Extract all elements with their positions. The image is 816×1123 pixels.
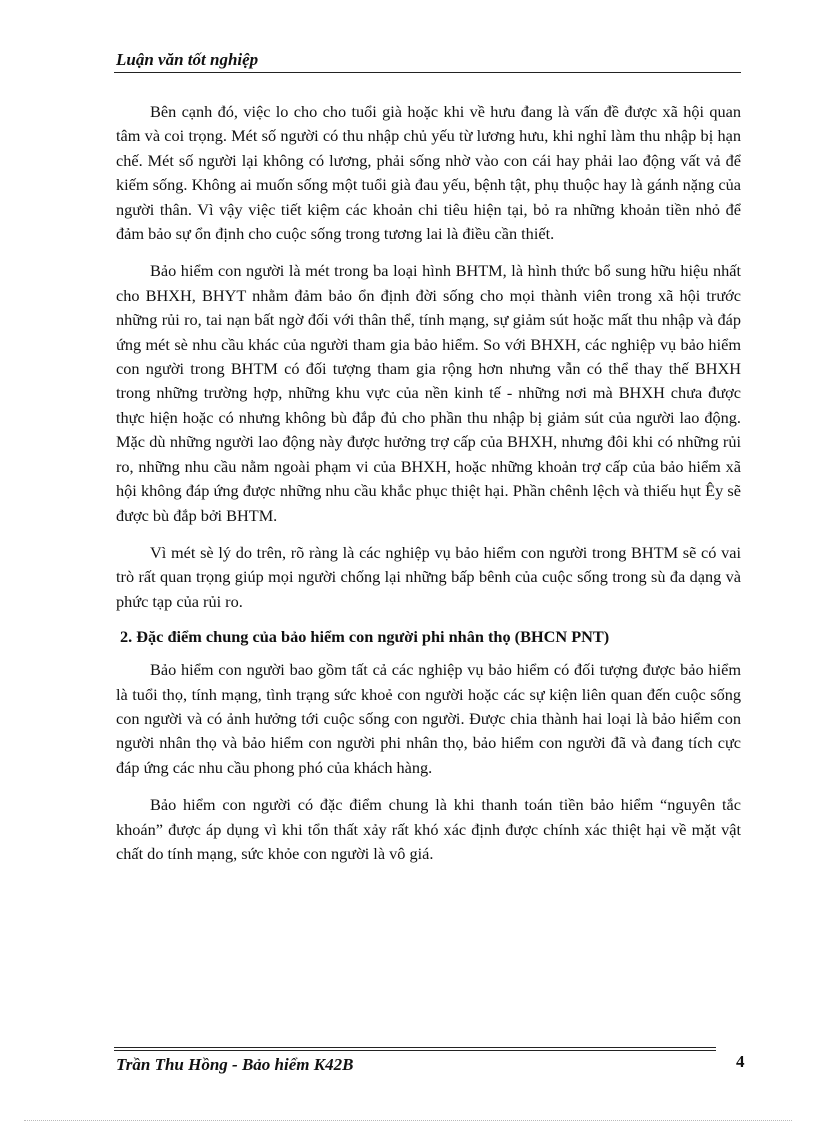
header-title: Luận văn tốt nghiệp: [116, 50, 259, 69]
page-number: 4: [736, 1052, 745, 1071]
footer-rule-bottom: [114, 1050, 716, 1051]
section-heading: 2. Đặc điểm chung của bảo hiểm con người phi nhân thọ (BHCN PNT): [120, 627, 610, 647]
paragraph-definition: Bảo hiểm con người bao gồm tất cả các nghiệp vụ bảo hiểm có đối tượng được bảo hiểm là tuổi thọ, tính mạng, tình trạng sức khoẻ con người hoặc các sự kiện liên quan đến cuộc sống con người và có ảnh hưởng tới cuộc sống con người. Được chia thành hai loại là bảo hiểm con người nhân thọ và bảo hiểm con người phi nhân thọ, bảo hiểm con người đã và đang tích cực đáp ứng các nhu cầu phong phó của khách hàng.: [116, 660, 741, 777]
paragraph-conclusion: Vì mét sè lý do trên, rõ ràng là các nghiệp vụ bảo hiểm con người trong BHTM sẽ có vai trò rất quan trọng giúp mọi người chống lại những bấp bênh của cuộc sống trong sù đa dạng và phức tạp của rủi ro.: [116, 542, 741, 611]
header-rule: [114, 72, 741, 73]
footer-author: Trần Thu Hồng - Bảo hiểm K42B: [116, 1055, 354, 1074]
paragraph-retirement: Bên cạnh đó, việc lo cho cho tuổi già hoặc khi về hưu đang là vấn đề được xã hội quan tâm và coi trọng. Mét số người có thu nhập chủ yếu từ lương hưu, khi nghỉ làm thu nhập bị hạn chế. Mét số người lại không có lương, phải sống nhờ vào con cái hay phải lao động vất vả để kiếm sống. Không ai muốn sống một tuổi già đau yếu, bệnh tật, phụ thuộc hay là gánh nặng của người thân. Vì vậy việc tiết kiệm các khoản chi tiêu hiện tại, bỏ ra những khoản tiền nhỏ để đảm bảo sự ổn định cho cuộc sống trong tương lai là điều cần thiết.: [116, 102, 741, 244]
paragraph-characteristic: Bảo hiểm con người có đặc điểm chung là khi thanh toán tiền bảo hiểm “nguyên tắc khoán” được áp dụng vì khi tổn thất xảy rất khó xác định được chính xác thiệt hại về mặt vật chất do tính mạng, sức khỏe con người là vô giá.: [116, 795, 741, 863]
document-body: [116, 100, 741, 866]
paragraph-bhtm-role: Bảo hiểm con người là mét trong ba loại hình BHTM, là hình thức bổ sung hữu hiệu nhất cho BHXH, BHYT nhằm đảm bảo ổn định đời sống cho mọi thành viên trong xã hội trước những rủi ro, tai nạn bất ngờ đối với thân thể, tính mạng, sự giảm sút hoặc mất thu nhập và đáp ứng mét sè nhu cầu khác của người tham gia bảo hiểm. So với BHXH, các nghiệp vụ bảo hiểm con người trong BHTM có đối tượng tham gia rộng hơn nhưng vẫn có thể thay thế BHXH trong những trường hợp, những khu vực của nền kinh tế - những nơi mà BHXH chưa được thực hiện hoặc có nhưng không bù đắp đủ cho phần thu nhập bị giảm sút của người lao động. Mặc dù những người lao động này được hưởng trợ cấp của BHXH, nhưng đôi khi có những rủi ro, những nhu cầu nằm ngoài phạm vi của BHXH, hoặc những khoản trợ cấp của bảo hiểm xã hội không đáp ứng được những nhu cầu khắc phục thiệt hại. Phần chênh lệch và thiếu hụt Êy sẽ được bù đắp bởi BHTM.: [116, 261, 741, 525]
page-edge: [24, 1120, 792, 1121]
footer-rule-top: [114, 1047, 716, 1048]
